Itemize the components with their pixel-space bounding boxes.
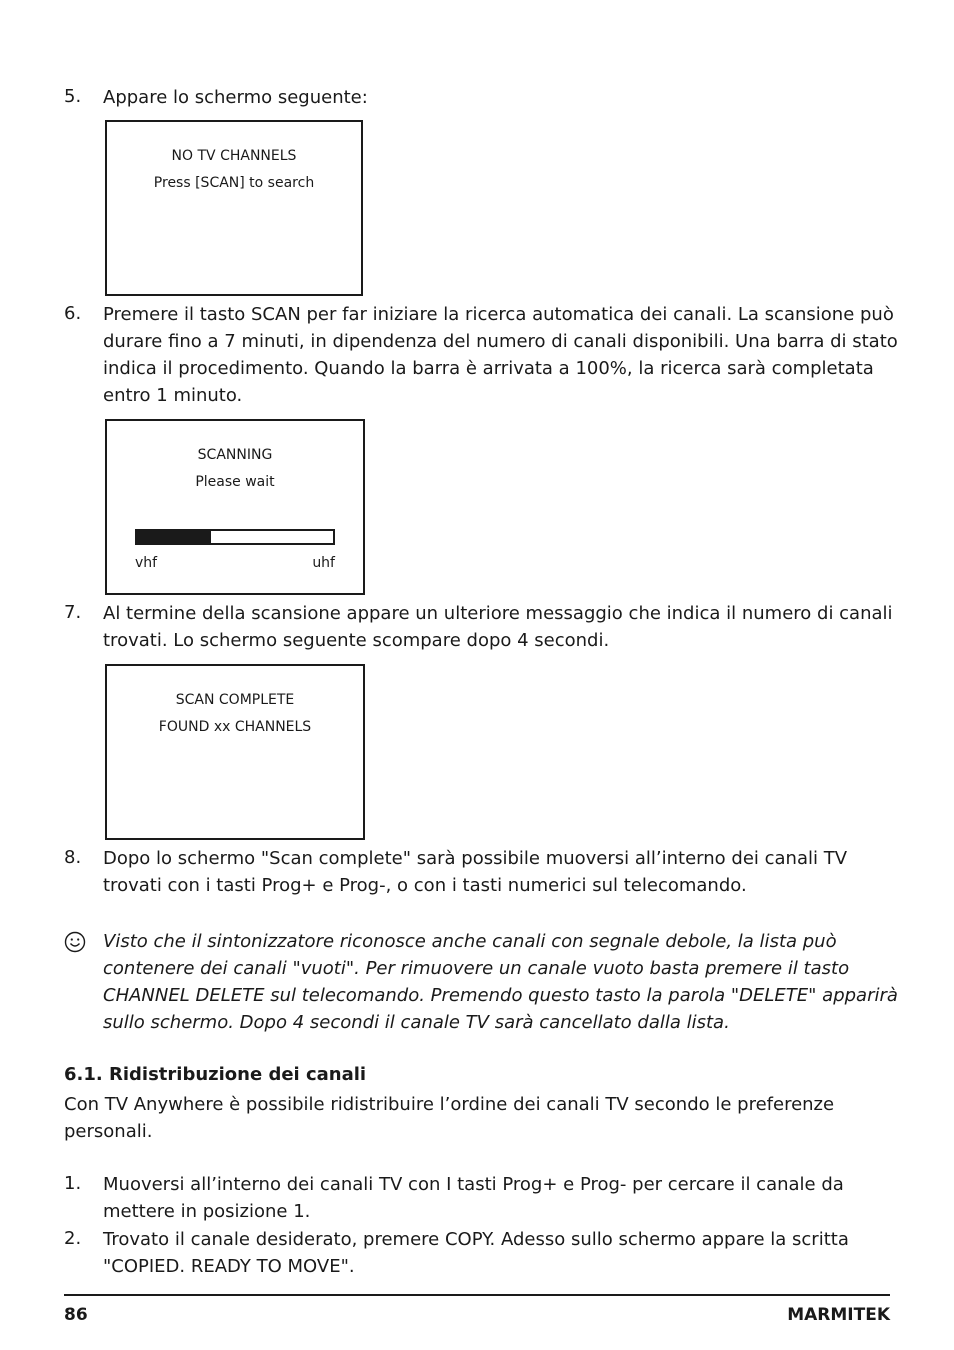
tv-screen-scan-complete [105, 664, 365, 840]
note-text: Visto che il sintonizzatore riconosce anche canali con segnale debole, la lista può contenere dei canali "vuoti". Per rimuovere un canale vuoto basta premere il tasto CHANNEL DELETE sul telecomando. Premendo questo tasto la parola "DELETE" apparirà sullo schermo. Dopo 4 secondi il canale TV sarà cancellato dalla lista. [103, 931, 898, 1033]
list-number: 2. [64, 1228, 82, 1249]
uhf-label: uhf [312, 555, 335, 571]
vhf-label: vhf [135, 555, 158, 571]
list-number: 1. [64, 1173, 82, 1194]
screen-line-1: SCAN COMPLETE [175, 692, 295, 708]
screen-line-2: Please wait [195, 474, 275, 490]
smiley-icon [64, 931, 86, 953]
section-heading: 6.1. Ridistribuzione dei canali [64, 1064, 367, 1085]
list-item-text: Trovato il canale desiderato, premere COPY. Adesso sullo schermo appare la scritta "COPIED. READY TO MOVE". [103, 1229, 849, 1277]
scan-progress-fill [137, 531, 211, 543]
section-intro: Con TV Anywhere è possibile ridistribuire l’ordine dei canali TV secondo le preferenze personali. [64, 1094, 835, 1142]
step-number: 7. [64, 602, 82, 623]
footer-divider [64, 1294, 890, 1296]
step-number: 8. [64, 847, 82, 868]
page-number: 86 [64, 1305, 88, 1325]
screen-line-1: SCANNING [197, 447, 273, 463]
brand-name: MARMITEK [787, 1305, 890, 1325]
scan-progress-bar [135, 529, 335, 545]
screen-line-2: FOUND xx CHANNELS [158, 719, 312, 735]
step-number: 5. [64, 86, 82, 107]
step-text: Al termine della scansione appare un ulteriore messaggio che indica il numero di canali trovati. Lo schermo seguente scompare dopo 4 secondi. [103, 603, 893, 651]
step-number: 6. [64, 303, 82, 324]
screen-line-1: NO TV CHANNELS [171, 148, 297, 164]
list-item-text: Muoversi all’interno dei canali TV con I tasti Prog+ e Prog- per cercare il canale da mettere in posizione 1. [103, 1174, 844, 1222]
tv-screen-scanning [105, 419, 365, 595]
step-text: Appare lo schermo seguente: [103, 87, 368, 108]
step-text: Premere il tasto SCAN per far iniziare la ricerca automatica dei canali. La scansione può durare fino a 7 minuti, in dipendenza del numero di canali disponibili. Una barra di stato indica il procedimento. Quando la barra è arrivata a 100%, la ricerca sarà completata entro 1 minuto. [103, 304, 898, 406]
screen-line-2: Press [SCAN] to search [153, 175, 315, 191]
step-text: Dopo lo schermo "Scan complete" sarà possibile muoversi all’interno dei canali TV trovati con i tasti Prog+ e Prog-, o con i tasti numerici sul telecomando. [103, 848, 848, 896]
tv-screen-no-channels [105, 120, 363, 296]
